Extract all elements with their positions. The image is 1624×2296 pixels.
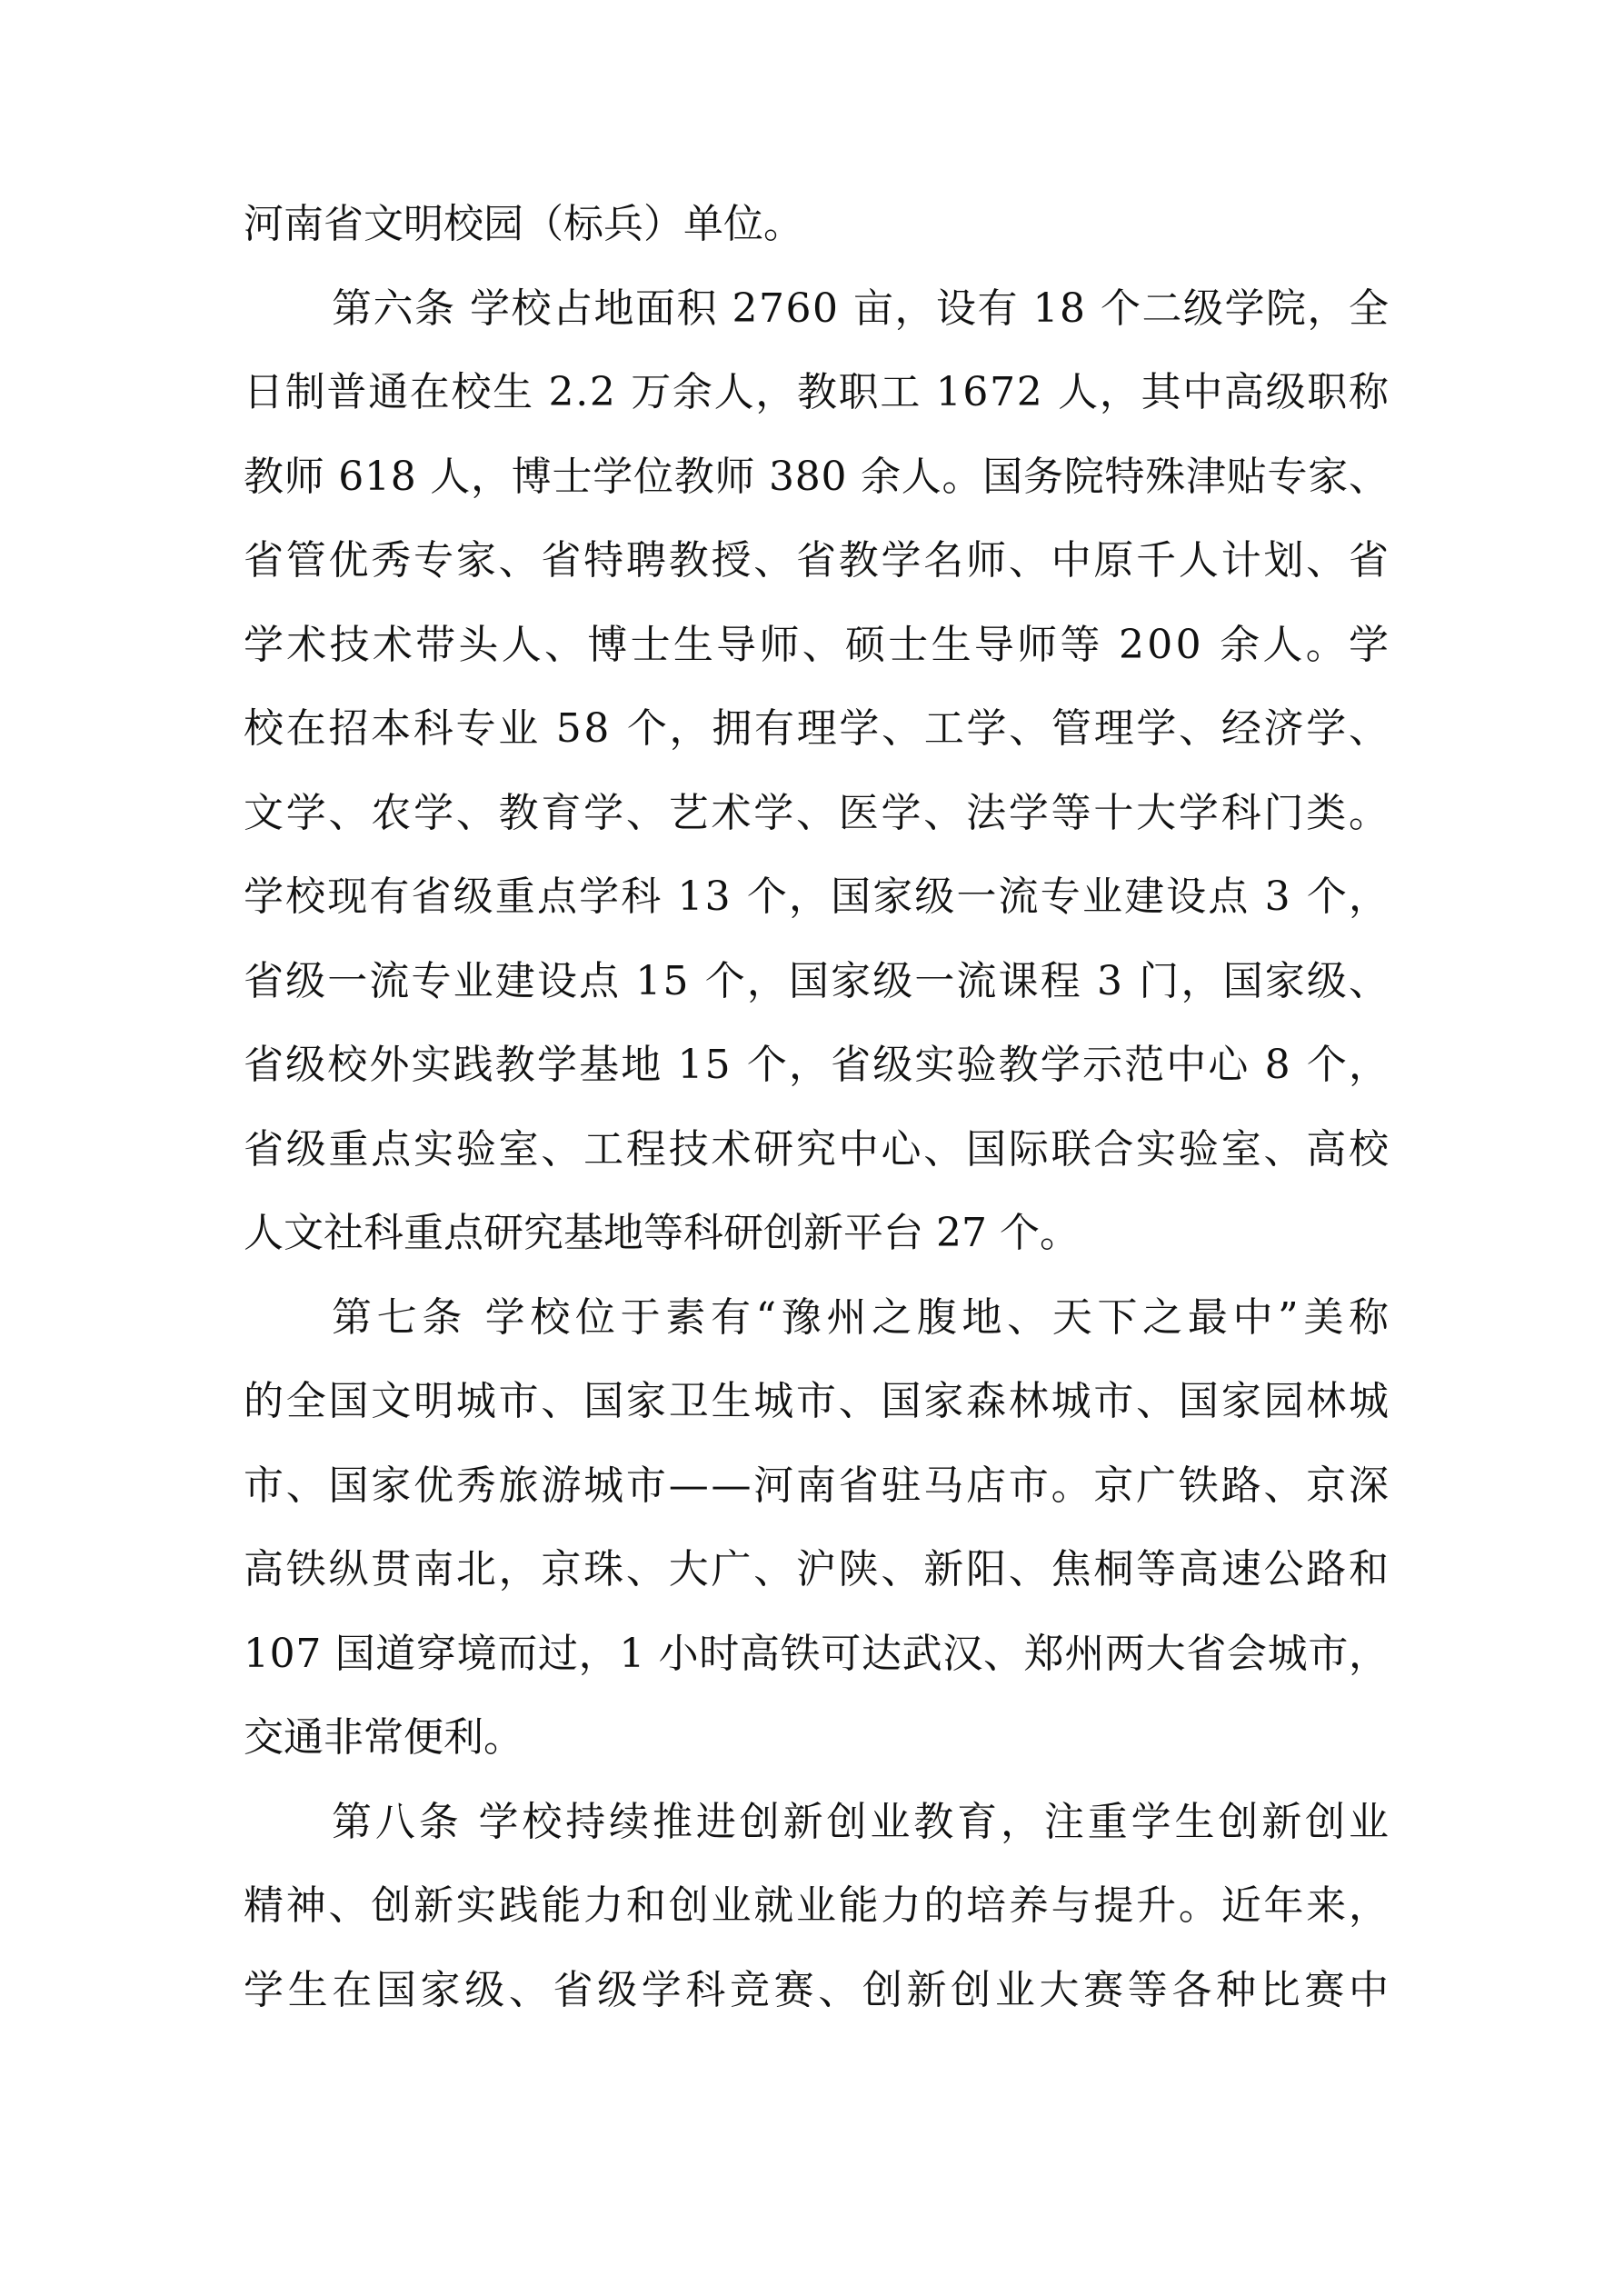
line-text: 精神、创新实践能力和创业就业能力的培养与提升。近年来， (244, 1882, 1391, 1929)
text-line (0, 1791, 1624, 1854)
text-line (0, 865, 1624, 929)
text-line (0, 614, 1624, 677)
line-text: 日制普通在校生 2.2 万余人，教职工 1672 人，其中高级职称 (244, 369, 1390, 415)
text-line (0, 1538, 1624, 1602)
line-text: 第八条 学校持续推进创新创业教育，注重学生创新创业 (332, 1799, 1392, 1845)
line-text: 高铁纵贯南北，京珠、大广、沪陕、新阳、焦桐等高速公路和 (244, 1546, 1391, 1592)
text-line (0, 1874, 1624, 1938)
line-text: 省级校外实践教学基地 15 个，省级实验教学示范中心 8 个， (244, 1042, 1391, 1088)
line-text: 第六条 学校占地面积 2760 亩，设有 18 个二级学院，全 (332, 285, 1390, 332)
text-line (0, 1202, 1624, 1265)
line-text: 省级一流专业建设点 15 个，国家级一流课程 3 门，国家级、 (244, 958, 1391, 1004)
line-text: 市、国家优秀旅游城市——河南省驻马店市。京广铁路、京深 (244, 1462, 1391, 1509)
text-line (0, 1959, 1624, 2022)
line-text: 文学、农学、教育学、艺术学、医学、法学等十大学科门类。 (244, 790, 1391, 836)
line-text: 交通非常便利。 (244, 1714, 523, 1761)
line-text: 学生在国家级、省级学科竞赛、创新创业大赛等各种比赛中 (244, 1967, 1393, 2013)
line-text: 教师 618 人，博士学位教师 380 余人。国务院特殊津贴专家、 (244, 454, 1390, 500)
line-text: 第七条 学校位于素有“豫州之腹地、天下之最中”美称 (332, 1294, 1394, 1341)
text-line (0, 1706, 1624, 1770)
line-text: 人文社科重点研究基地等科研创新平台 27 个。 (244, 1210, 1080, 1256)
text-line (0, 361, 1624, 424)
line-text: 省级重点实验室、工程技术研究中心、国际联合实验室、高校 (244, 1126, 1391, 1173)
line-text: 学校现有省级重点学科 13 个，国家级一流专业建设点 3 个， (244, 873, 1391, 920)
text-line (0, 782, 1624, 845)
text-line (0, 277, 1624, 341)
text-line (0, 1118, 1624, 1182)
text-line (0, 950, 1624, 1013)
line-text: 河南省文明校园（标兵）单位。 (244, 201, 803, 247)
text-line (0, 1033, 1624, 1097)
line-text: 省管优秀专家、省特聘教授、省教学名师、中原千人计划、省 (244, 537, 1391, 584)
text-line (0, 445, 1624, 509)
line-text: 学术技术带头人、博士生导师、硕士生导师等 200 余人。学 (244, 622, 1392, 668)
text-line (0, 193, 1624, 256)
text-line (0, 1286, 1624, 1350)
text-line (0, 1454, 1624, 1518)
line-text: 107 国道穿境而过，1 小时高铁可达武汉、郑州两大省会城市， (244, 1631, 1390, 1677)
text-line (0, 1370, 1624, 1433)
line-text: 的全国文明城市、国家卫生城市、国家森林城市、国家园林城 (244, 1378, 1391, 1424)
line-text: 校在招本科专业 58 个，拥有理学、工学、管理学、经济学、 (244, 705, 1391, 752)
text-line (0, 1622, 1624, 1686)
text-line (0, 529, 1624, 593)
text-line (0, 697, 1624, 761)
